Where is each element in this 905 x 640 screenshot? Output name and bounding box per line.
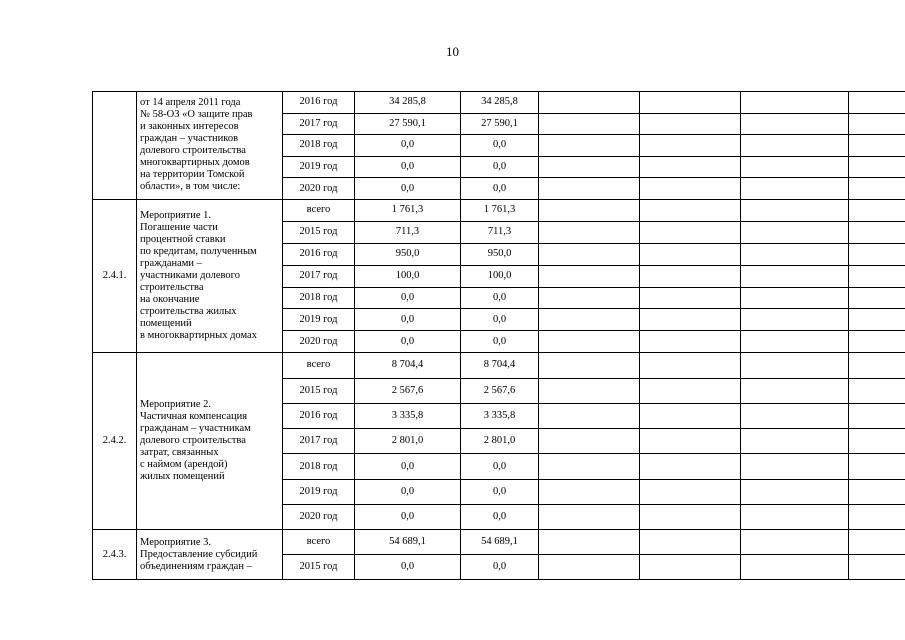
empty-cell: [640, 331, 741, 353]
budget-value: 0,0: [461, 504, 539, 529]
empty-cell: [849, 530, 905, 555]
item-number: 2.4.3.: [93, 530, 137, 580]
total-value: 0,0: [355, 504, 461, 529]
empty-cell: [640, 113, 741, 135]
empty-cell: [849, 331, 905, 353]
empty-cell: [539, 92, 640, 114]
empty-cell: [849, 156, 905, 178]
year-cell: 2015 год: [283, 378, 355, 403]
empty-cell: [539, 530, 640, 555]
empty-cell: [539, 429, 640, 454]
empty-cell: [741, 92, 849, 114]
empty-cell: [539, 331, 640, 353]
empty-cell: [741, 429, 849, 454]
empty-cell: [640, 178, 741, 200]
item-description: от 14 апреля 2011 года № 58-ОЗ «О защите прав и законных интересов граждан – участников долевого строительства многоквартирных домов на территории Томской области», в том числе:: [137, 92, 283, 200]
total-value: 950,0: [355, 243, 461, 265]
total-value: 0,0: [355, 331, 461, 353]
empty-cell: [849, 135, 905, 157]
year-cell: 2018 год: [283, 454, 355, 479]
year-cell: 2017 год: [283, 265, 355, 287]
empty-cell: [849, 378, 905, 403]
year-cell: всего: [283, 530, 355, 555]
total-value: 0,0: [355, 555, 461, 580]
year-cell: 2018 год: [283, 287, 355, 309]
empty-cell: [741, 454, 849, 479]
empty-cell: [849, 429, 905, 454]
year-cell: 2016 год: [283, 243, 355, 265]
empty-cell: [741, 287, 849, 309]
budget-value: 8 704,4: [461, 353, 539, 378]
year-cell: 2020 год: [283, 331, 355, 353]
empty-cell: [539, 454, 640, 479]
budget-value: 34 285,8: [461, 92, 539, 114]
empty-cell: [741, 331, 849, 353]
total-value: 0,0: [355, 287, 461, 309]
empty-cell: [539, 479, 640, 504]
item-number: 2.4.2.: [93, 353, 137, 530]
empty-cell: [539, 135, 640, 157]
budget-value: 0,0: [461, 454, 539, 479]
empty-cell: [849, 265, 905, 287]
budget-value: 0,0: [461, 287, 539, 309]
year-cell: 2017 год: [283, 429, 355, 454]
empty-cell: [741, 403, 849, 428]
empty-cell: [849, 92, 905, 114]
budget-value: 100,0: [461, 265, 539, 287]
empty-cell: [539, 504, 640, 529]
empty-cell: [539, 199, 640, 221]
empty-cell: [849, 221, 905, 243]
budget-table: [92, 91, 905, 580]
empty-cell: [640, 353, 741, 378]
empty-cell: [640, 92, 741, 114]
year-cell: 2019 год: [283, 309, 355, 331]
empty-cell: [539, 555, 640, 580]
empty-cell: [539, 113, 640, 135]
empty-cell: [741, 199, 849, 221]
budget-value: 0,0: [461, 178, 539, 200]
total-value: 0,0: [355, 135, 461, 157]
empty-cell: [640, 199, 741, 221]
year-cell: всего: [283, 353, 355, 378]
total-value: 8 704,4: [355, 353, 461, 378]
empty-cell: [640, 454, 741, 479]
total-value: 100,0: [355, 265, 461, 287]
empty-cell: [849, 403, 905, 428]
item-description: Мероприятие 1. Погашение части процентной ставки по кредитам, полученным гражданами – участниками долевого строительства на окончание строительства жилых помещений в многоквартирных домах: [137, 199, 283, 352]
empty-cell: [741, 530, 849, 555]
empty-cell: [640, 221, 741, 243]
budget-value: 711,3: [461, 221, 539, 243]
year-cell: 2019 год: [283, 156, 355, 178]
empty-cell: [741, 555, 849, 580]
empty-cell: [849, 287, 905, 309]
item-description: Мероприятие 2. Частичная компенсация гражданам – участникам долевого строительства затрат, связанных с наймом (арендой) жилых помещений: [137, 353, 283, 530]
empty-cell: [539, 287, 640, 309]
total-value: 0,0: [355, 479, 461, 504]
empty-cell: [640, 265, 741, 287]
empty-cell: [640, 479, 741, 504]
total-value: 2 567,6: [355, 378, 461, 403]
total-value: 0,0: [355, 178, 461, 200]
total-value: 2 801,0: [355, 429, 461, 454]
item-number: 2.4.1.: [93, 199, 137, 352]
budget-value: 1 761,3: [461, 199, 539, 221]
year-cell: всего: [283, 199, 355, 221]
empty-cell: [741, 135, 849, 157]
year-cell: 2015 год: [283, 221, 355, 243]
table-row: [93, 92, 905, 114]
empty-cell: [741, 156, 849, 178]
empty-cell: [539, 156, 640, 178]
empty-cell: [741, 178, 849, 200]
budget-value: 0,0: [461, 156, 539, 178]
empty-cell: [640, 135, 741, 157]
total-value: 711,3: [355, 221, 461, 243]
empty-cell: [741, 243, 849, 265]
total-value: 3 335,8: [355, 403, 461, 428]
budget-value: 0,0: [461, 331, 539, 353]
empty-cell: [539, 378, 640, 403]
budget-value: 0,0: [461, 135, 539, 157]
empty-cell: [741, 378, 849, 403]
budget-value: 27 590,1: [461, 113, 539, 135]
empty-cell: [539, 243, 640, 265]
table-row: [93, 199, 905, 221]
table-row: [93, 353, 905, 378]
empty-cell: [741, 265, 849, 287]
item-number: [93, 92, 137, 200]
table-row: [93, 530, 905, 555]
empty-cell: [849, 454, 905, 479]
empty-cell: [849, 178, 905, 200]
year-cell: 2016 год: [283, 403, 355, 428]
item-description: Мероприятие 3. Предоставление субсидий объединениям граждан –: [137, 530, 283, 580]
empty-cell: [640, 530, 741, 555]
empty-cell: [640, 156, 741, 178]
total-value: 0,0: [355, 156, 461, 178]
empty-cell: [849, 555, 905, 580]
year-cell: 2015 год: [283, 555, 355, 580]
empty-cell: [640, 378, 741, 403]
total-value: 1 761,3: [355, 199, 461, 221]
year-cell: 2019 год: [283, 479, 355, 504]
page-number: 10: [446, 44, 459, 59]
empty-cell: [640, 243, 741, 265]
empty-cell: [640, 287, 741, 309]
year-cell: 2017 год: [283, 113, 355, 135]
budget-value: 3 335,8: [461, 403, 539, 428]
total-value: 0,0: [355, 309, 461, 331]
empty-cell: [640, 555, 741, 580]
budget-value: 54 689,1: [461, 530, 539, 555]
budget-value: 0,0: [461, 479, 539, 504]
budget-value: 2 567,6: [461, 378, 539, 403]
empty-cell: [741, 353, 849, 378]
empty-cell: [849, 504, 905, 529]
empty-cell: [741, 113, 849, 135]
empty-cell: [849, 199, 905, 221]
total-value: 0,0: [355, 454, 461, 479]
budget-value: 2 801,0: [461, 429, 539, 454]
total-value: 34 285,8: [355, 92, 461, 114]
year-cell: 2016 год: [283, 92, 355, 114]
empty-cell: [539, 221, 640, 243]
empty-cell: [741, 479, 849, 504]
budget-value: 0,0: [461, 555, 539, 580]
empty-cell: [849, 243, 905, 265]
empty-cell: [539, 353, 640, 378]
empty-cell: [640, 309, 741, 331]
empty-cell: [539, 178, 640, 200]
empty-cell: [539, 403, 640, 428]
empty-cell: [849, 113, 905, 135]
empty-cell: [640, 504, 741, 529]
total-value: 27 590,1: [355, 113, 461, 135]
year-cell: 2020 год: [283, 178, 355, 200]
empty-cell: [849, 353, 905, 378]
year-cell: 2020 год: [283, 504, 355, 529]
empty-cell: [741, 221, 849, 243]
budget-value: 950,0: [461, 243, 539, 265]
year-cell: 2018 год: [283, 135, 355, 157]
empty-cell: [640, 403, 741, 428]
budget-value: 0,0: [461, 309, 539, 331]
empty-cell: [640, 429, 741, 454]
empty-cell: [849, 309, 905, 331]
empty-cell: [741, 504, 849, 529]
empty-cell: [539, 265, 640, 287]
empty-cell: [849, 479, 905, 504]
total-value: 54 689,1: [355, 530, 461, 555]
empty-cell: [741, 309, 849, 331]
empty-cell: [539, 309, 640, 331]
